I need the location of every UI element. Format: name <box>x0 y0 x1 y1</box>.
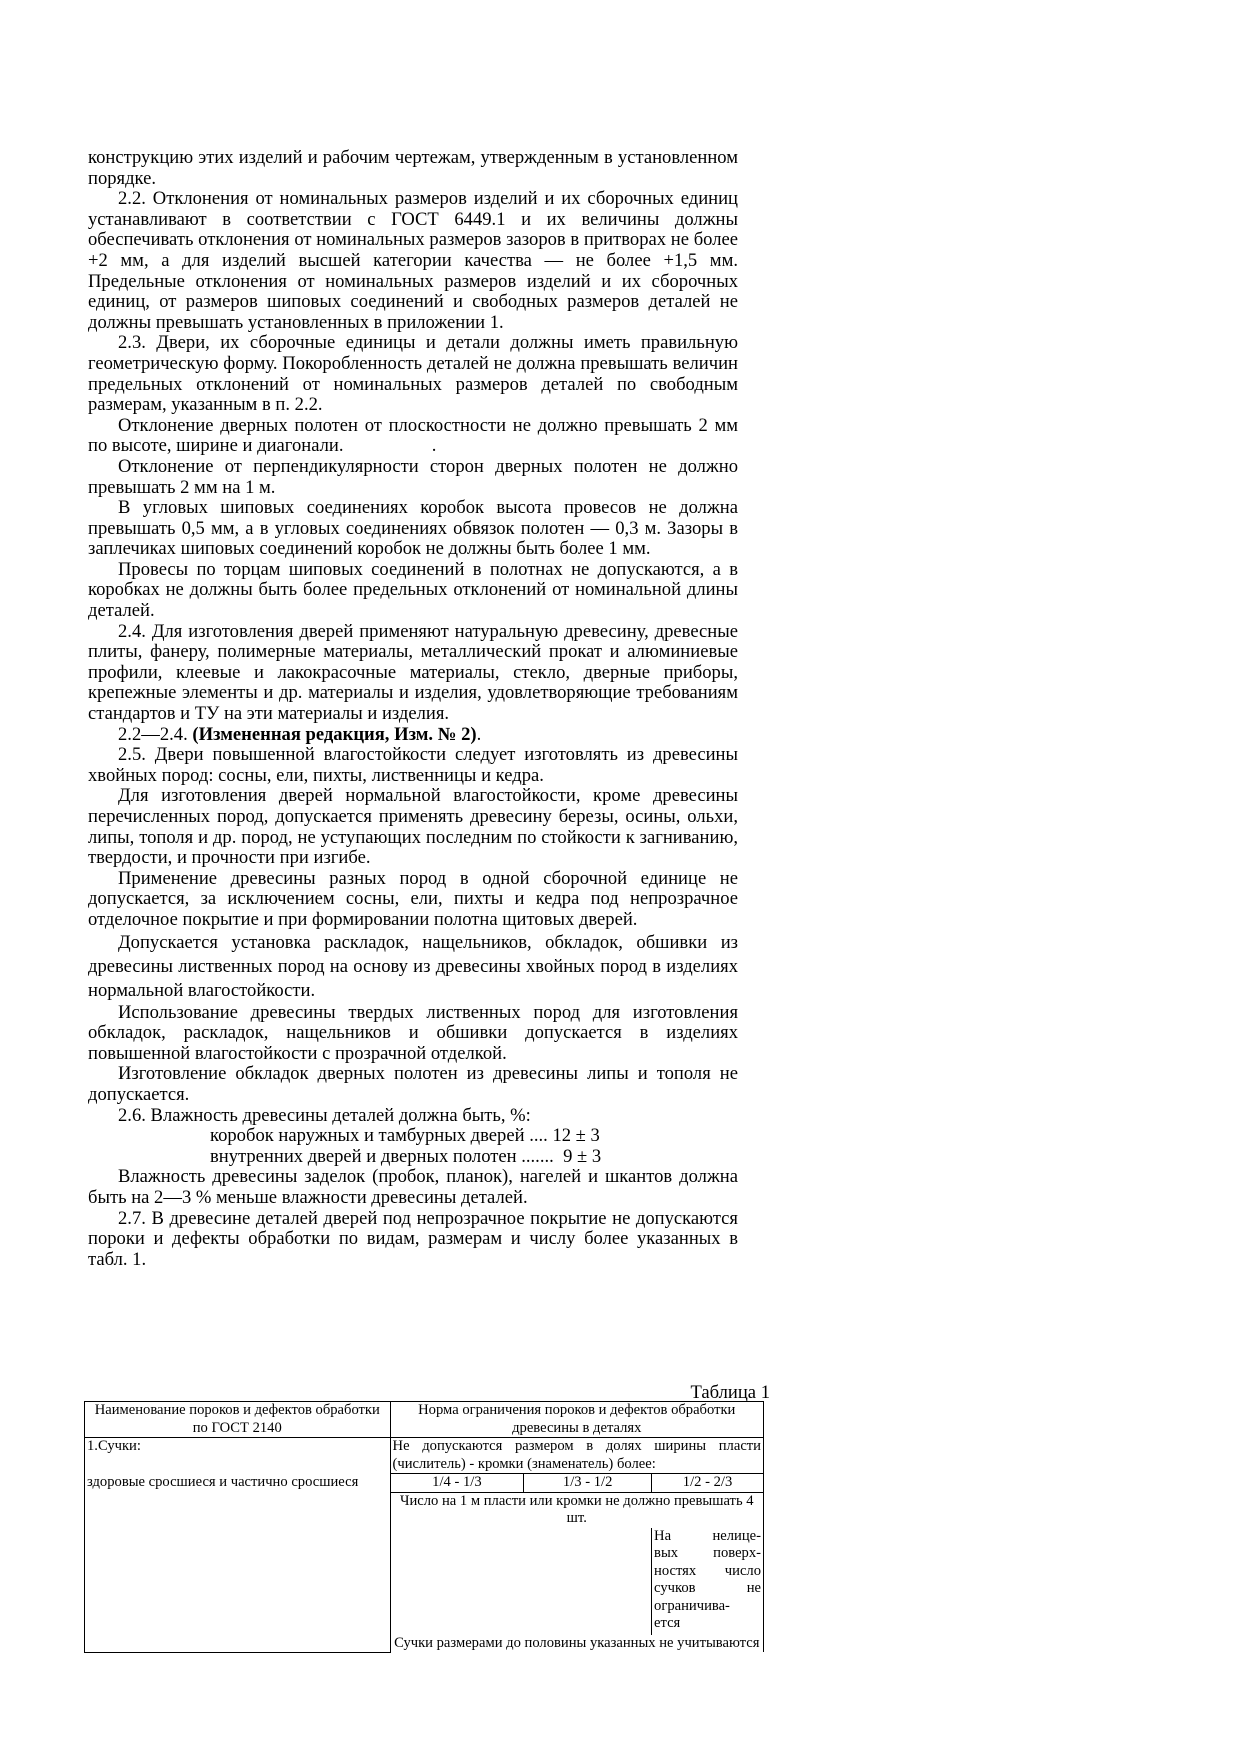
fraction-2: 1/3 - 1/2 <box>524 1474 652 1493</box>
paragraph-2-6: 2.6. Влажность древесины деталей должна быть, %: <box>118 1104 531 1126</box>
amendment-note: (Измененная редакция, Изм. № 2) <box>192 723 477 745</box>
paragraph-2-3: 2.3. Двери, их сборочные единицы и детали должны иметь правильную геометрическую форму. Покоробленность деталей не должна превышать величин предельных отклонений от номинальных размеров деталей по свободным размерам, указанным в п. 2.2. <box>88 332 738 416</box>
table-header-row <box>85 1402 764 1438</box>
paragraph-corner-joints: В угловых шиповых соединениях коробок высота провесов не должна превышать 0,5 мм, а в угловых соединениях обвязок полотен — 0,3 м. Зазоры в заплечиках шиповых соединений коробок не должны быть более 1 мм. <box>88 497 738 560</box>
header-defect-name: Наименование пороков и дефектов обработки по ГОСТ 2140 <box>85 1402 391 1438</box>
paragraph-2-2: 2.2. Отклонения от номинальных размеров изделий и их сборочных единиц устанавливают в соответствии с ГОСТ 6449.1 и их величины должны обеспечивать отклонения от номинальных размеров зазоров в притворах не более +2 мм, а для изделий высшей категории качества — не более +1,5 мм. Предельные отклонения от номинальных размеров изделий и их сборочных единиц, от размеров шиповых соединений и свободных размеров деталей не должны превышать установленных в приложении 1. <box>88 188 738 333</box>
humidity-list <box>88 1126 738 1167</box>
sound-knots-text: здоровые сросшиеся и частично сросшиеся <box>87 1473 359 1490</box>
amendment-suffix: . <box>476 723 482 745</box>
table-caption: Таблица 1 <box>690 1382 770 1403</box>
humidity-inner-doors: внутренних дверей и дверных полотен ....... 9 ± 3 <box>210 1145 602 1167</box>
paragraph-2-5: 2.5. Двери повышенной влагостойкости следует изготовлять из древесины хвойных пород: сосны, ели, пихты, лиственницы и кедра. <box>88 744 738 786</box>
table-row <box>85 1438 764 1474</box>
paragraph-2-7: 2.7. В древесине деталей дверей под непрозрачное покрытие не допускаются пороки и дефекты обработки по видам, размерам и числу более указанных в табл. 1. <box>88 1207 738 1270</box>
paragraph-mixed-species: Применение древесины разных пород в одной сборочной единице не допускается, за исключением сосны, ели, пихты и кедра под непрозрачное отделочное покрытие и при формировании полотна щитовых дверей. <box>88 867 738 930</box>
paragraph-2-4: 2.4. Для изготовления дверей применяют натуральную древесину, древесные плиты, фанеру, полимерные материалы, металлический прокат и алюминиевые профили, клеевые и лакокрасочные материалы, стекло, дверные приборы, крепежные элементы и др. материалы и изделия, удовлетворяющие требованиям стандартов и ТУ на эти материалы и изделия. <box>88 620 738 725</box>
note-line-1: На нелице- <box>654 1527 761 1544</box>
paragraph-normal-moisture: Для изготовления дверей нормальной влагостойкости, кроме древесины перечисленных пород, допускается применять древесину березы, осины, ольхи, липы, тополя и др. пород, не уступающих последним по стойкости к загниванию, твердости, и прочности при изгибе. <box>88 785 738 869</box>
table-row <box>85 1474 764 1493</box>
note-line-4: сучков не <box>654 1580 761 1596</box>
fraction-3: 1/2 - 2/3 <box>652 1474 764 1493</box>
note-line-3: ностях число <box>654 1562 761 1579</box>
paragraph-overhangs: Провесы по торцам шиповых соединений в полотнах не допускаются, а в коробках не должны быть более предельных отклонений от номинальной длины деталей. <box>88 558 738 622</box>
defects-table <box>84 1401 764 1653</box>
note-line-5: ограничива- <box>654 1597 730 1614</box>
row-knots-norm: Не допускаются размером в долях ширины пласти (числитель) - кромки (знаменатель) более: <box>390 1438 763 1474</box>
paragraph-continuation: конструкцию этих изделий и рабочим чертежам, утвержденным в установленном порядке. <box>88 147 738 189</box>
fraction-1: 1/4 - 1/3 <box>390 1474 524 1493</box>
note-line-2: вых поверх- <box>654 1545 761 1561</box>
amendment-prefix: 2.2—2.4. <box>118 723 193 745</box>
empty-cell <box>390 1528 652 1635</box>
paragraph-plugs-moisture: Влажность древесины заделок (пробок, планок), нагелей и шкантов должна быть на 2—3 % меньше влажности древесины деталей. <box>88 1166 738 1208</box>
paragraph-linden-poplar: Изготовление обкладок дверных полотен из древесины липы и тополя не допускается. <box>88 1063 738 1105</box>
small-knots-note: Сучки размерами до половины указанных не учитываются <box>390 1635 763 1653</box>
paragraph-amendment <box>88 725 738 746</box>
document-body <box>88 147 743 1270</box>
paragraph-perpendicularity: Отклонение от перпендикулярности сторон дверных полотен не должно превышать 2 мм на 1 м. <box>88 455 738 498</box>
row-knots-label: 1.Сучки: <box>85 1438 391 1474</box>
note-line-6: ется <box>654 1615 681 1631</box>
humidity-outer-doors: коробок наружных и тамбурных дверей .... 12 ± 3 <box>210 1125 600 1147</box>
paragraph-flatness: Отклонение дверных полотен от плоскостности не должно превышать 2 мм по высоте, ширине и диагонали. . <box>88 414 743 457</box>
count-norm: Число на 1 м пласти или кромки не должно превышать 4 шт. <box>390 1492 763 1528</box>
paragraph-hardwood: Использование древесины твердых лиственных пород для изготовления обкладок, раскладок, нащельников и обшивки допускается в изделиях повышенной влагостойкости с прозрачной отделкой. <box>88 1001 738 1064</box>
non-face-note <box>652 1528 764 1635</box>
header-norm: Норма ограничения пороков и дефектов обработки древесины в деталях <box>390 1402 763 1438</box>
row-sound-knots-label <box>85 1474 391 1653</box>
paragraph-overlays: Допускается установка раскладок, нащельников, обкладок, обшивки из древесины лиственных пород на основу из древесины хвойных пород в изделиях нормальной влагостойкости. <box>88 931 738 1001</box>
